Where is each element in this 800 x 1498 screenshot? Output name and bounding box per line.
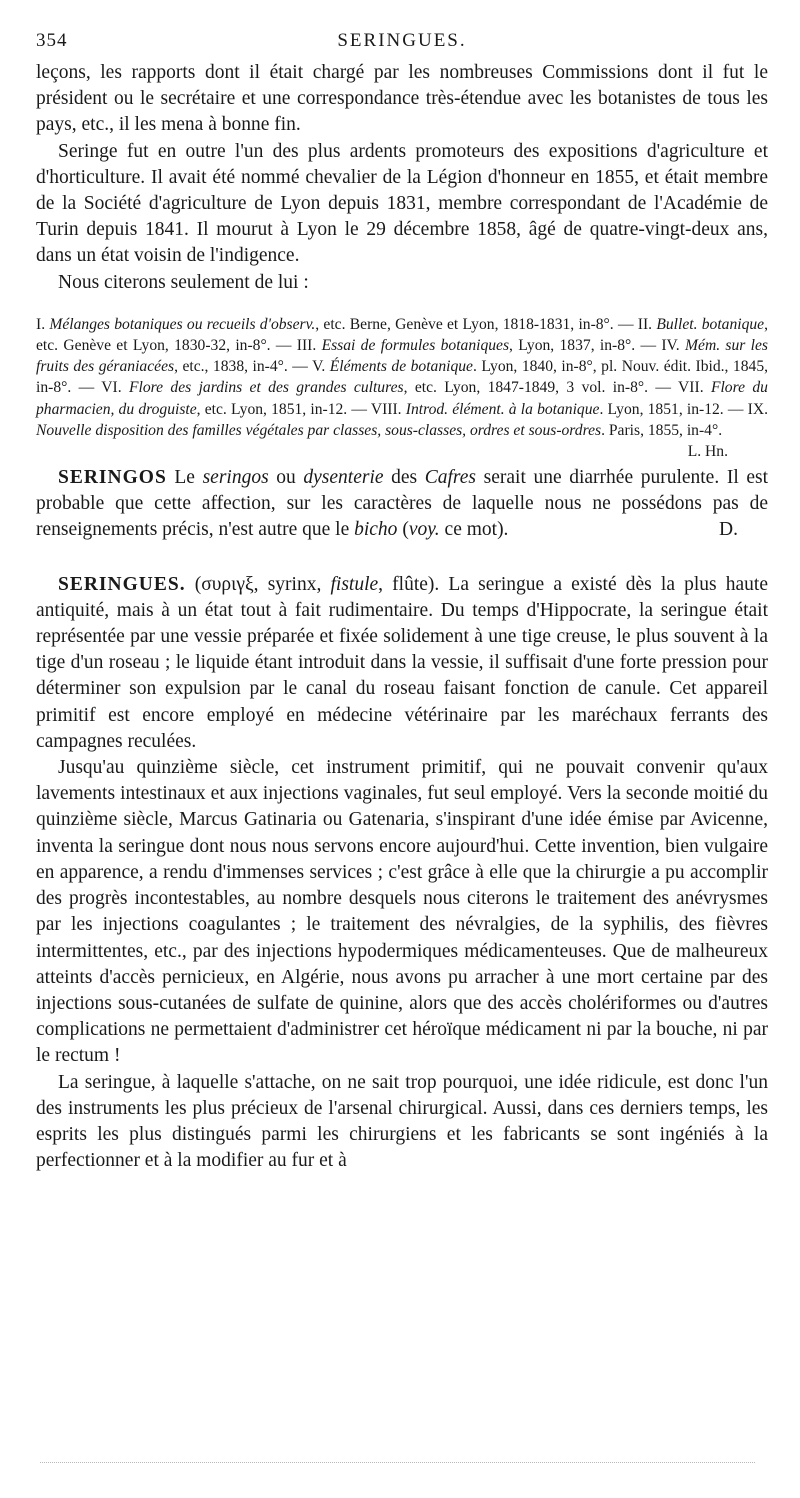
paragraph: La seringue, à laquelle s'attache, on ne sait trop pourquoi, une idée ridicule, est donc l'un des instruments les plus précieux de l'arsenal chirurgical. Aussi, dans ces derniers temps, les esprits les plus distingués parmi les chirurgiens et les fabricants se sont ingéniés à la perfectionner et à la modifier au fur et à: [36, 1071, 768, 1172]
bibliography: [36, 314, 769, 461]
page: [36, 30, 768, 1174]
biblio-title: Nouvelle disposition des familles végétales par classes, sous-classes, ordres et sous-ordres: [36, 421, 602, 439]
paragraph: Nous citerons seulement de lui :: [58, 271, 309, 293]
running-title: SERINGUES.: [337, 30, 467, 51]
paragraph: [36, 465, 768, 544]
author-signature: D.: [719, 519, 738, 541]
biblio-title: Essai de formules botaniques: [321, 337, 510, 355]
headword: SERINGOS: [58, 467, 167, 489]
biblio-text: , etc. Genève et Lyon, 1830-32, in-8°. — III.: [36, 315, 769, 355]
biblio-text: , etc. Lyon, 1851, in-12. — VIII.: [196, 400, 406, 418]
biblio-title: Mém. sur les fruits des géraniacées: [36, 337, 768, 376]
biblio-text: . Lyon, 1851, in-12. — IX.: [599, 400, 768, 418]
biblio-title: Introd. élément. à la botanique: [405, 400, 600, 418]
text: ou: [268, 467, 304, 489]
paragraph: [36, 572, 768, 755]
paragraph: leçons, les rapports dont il était chargé par les nombreuses Commissions dont il fut le président ou le secrétaire et une correspondance très-étendue avec les botanistes de tous les pays, etc., il les mena à bonne fin.: [36, 62, 768, 136]
footer-rule: [40, 1462, 755, 1463]
text: serait une diarrhée purulente. Il est probable que cette affection, sur les caractères de laquelle nous ne possédons pas de renseignements précis, n'est autre que le: [36, 467, 768, 541]
headword: SERINGUES.: [58, 573, 186, 595]
italic-term: seringos: [202, 467, 269, 489]
biblio-text: I.: [36, 315, 50, 333]
biblio-title: Éléments de botanique: [329, 358, 473, 376]
article-seringues: [36, 572, 768, 1175]
text: ce mot).: [439, 519, 509, 541]
article-seringos: [36, 465, 768, 544]
italic-term: dysenterie: [303, 467, 384, 489]
page-header: [36, 30, 768, 60]
biblio-text: , etc., 1838, in-4°. — V.: [174, 358, 330, 376]
author-signature: L. Hn.: [687, 443, 728, 461]
text: Le: [166, 467, 203, 489]
biblio-text: , etc. Berne, Genève et Lyon, 1818-1831, in-8°. — II.: [315, 315, 657, 333]
biblio-title: Flore du pharmacien, du droguiste: [36, 379, 768, 418]
biblio-text: , etc. Lyon, 1847-1849, 3 vol. in-8°. — VII.: [403, 379, 711, 397]
biblio-title: Mélanges botaniques ou recueils d'observ.: [49, 315, 316, 333]
paragraph: Jusqu'au quinzième siècle, cet instrument primitif, qui ne pouvait convenir qu'aux lavements intestinaux et aux injections vaginales, fut seul employé. Vers la seconde moitié du quinzième siècle, Marcus Gatinaria ou Gatenaria, s'inspirant d'une idée émise par Avicenne, inventa la seringue dont nous nous servons encore aujourd'hui. Cette invention, bien vulgaire en apparence, a rendu d'immenses services ; c'est grâce à elle que la chirurgie a pu accomplir des progrès incontestables, au nombre desquels nous citerons le traitement des anévrysmes par les injections coagulantes ; le traitement des névralgies, de la syphilis, des fièvres intermittentes, etc., par des injections hypodermiques médicamenteuses. Que de malheureux atteints d'accès pernicieux, en Algérie, nous avons pu arracher à une mort certaine par des injections sous-cutanées de sulfate de quinine, alors que des accès cholériformes ou d'autres complications ne permettaient d'administrer cet héroïque médicament ni par la bouche, ni par le rectum !: [36, 757, 768, 1067]
biblio-text: . Lyon, 1840, in-8°, pl. Nouv. édit. Ibid., 1845, in-8°. — VI.: [36, 358, 769, 397]
biblio-text: . Paris, 1855, in-4°.: [601, 421, 723, 439]
biblio-title: Flore des jardins et des grandes cultures: [129, 379, 404, 397]
page-number: 354: [36, 30, 68, 51]
biblio-text: , Lyon, 1837, in-8°. — IV.: [509, 337, 686, 355]
italic-term: fistule: [330, 573, 379, 595]
text: , flûte). La seringue a existé dès la plus haute antiquité, mais à un état tout à fait rudimentaire. Du temps d'Hippocrate, la seringue était représentée par une vessie préparée et fixée solidement à une tige creuse, le plus souvent à la tige d'un roseau ; le liquide étant introduit dans la vessie, il suffisait d'une forte pression pour déterminer son expulsion par le canal du roseau faisant fonction de canule. Cet appareil primitif est encore employé en médecine vétérinaire par les maréchaux ferrants des campagnes reculées.: [36, 573, 769, 752]
article-seringe-end: [36, 60, 769, 461]
biblio-title: Bullet. botanique: [656, 315, 765, 333]
italic-term: bicho: [354, 519, 398, 541]
italic-term: voy.: [408, 519, 440, 541]
text: (συριγξ, syrinx,: [185, 573, 331, 595]
italic-term: Cafres: [424, 467, 477, 489]
paragraph: Seringe fut en outre l'un des plus ardents promoteurs des expositions d'agriculture et d'horticulture. Il avait été nommé chevalier de la Légion d'honneur en 1855, et était membre de la Société d'agriculture de Lyon depuis 1831, membre correspondant de l'Académie de Turin depuis 1841. Il mourut à Lyon le 29 décembre 1858, âgé de quatre-vingt-deux ans, dans un état voisin de l'indigence.: [36, 140, 768, 267]
text: (: [397, 519, 409, 541]
text: des: [383, 467, 425, 489]
